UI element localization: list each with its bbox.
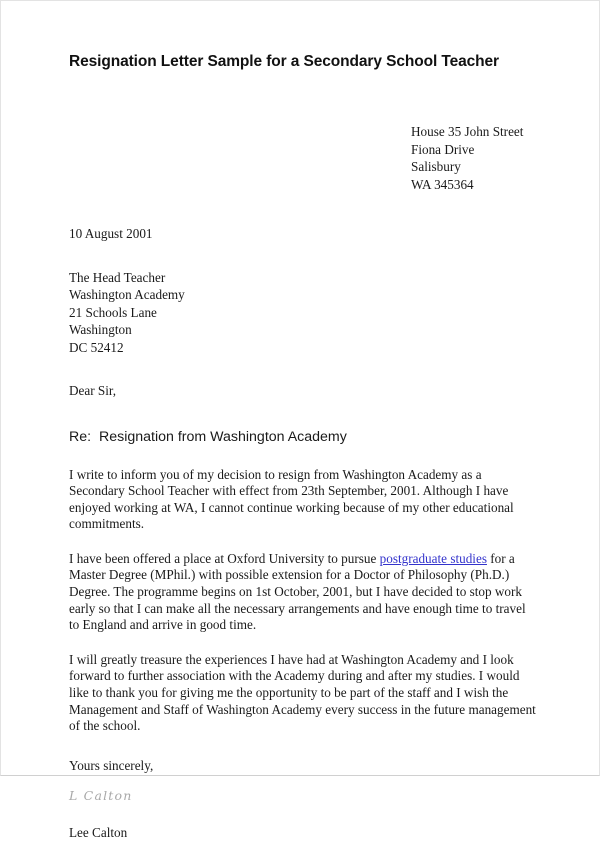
letter-body [69, 467, 541, 735]
sender-address-line: Salisbury [411, 159, 461, 174]
subject-line: Re: Resignation from Washington Academy [69, 428, 347, 445]
body-paragraph-3: I will greatly treasure the experiences I have had at Washington Academy and I look forward to further association with the Academy during and after my studies. I would like to thank you for giving me the opportunity to be part of the staff and I wish the Management and Staff of Washington Academy every success in the future management of the school. [69, 651, 536, 734]
paragraph-2-text-after-link: for a Master Degree (MPhil.) with possible extension for a Doctor of Philosophy (Ph.D.) Degree. The programme begins on 1st October, 2001, but I have decided to stop work early so that I can make all the necessary arrangements and have enough time to travel to England and arrive in good time. [69, 550, 526, 633]
recipient-address-block [69, 269, 541, 357]
handwritten-signature: L Calton [69, 788, 133, 804]
recipient-address-line: Washington [69, 322, 132, 337]
sender-address-line: House 35 John Street [411, 124, 524, 139]
sender-address-line: WA 345364 [411, 176, 474, 192]
letter-content [1, 1, 599, 842]
paragraph-2-text-before-link: I have been offered a place at Oxford University to pursue [69, 550, 380, 566]
closing-salutation: Yours sincerely, [69, 757, 154, 773]
sender-address-block [69, 123, 541, 193]
letter-date: 10 August 2001 [69, 226, 153, 241]
signer-name: Lee Calton [69, 825, 128, 841]
body-paragraph-1: I write to inform you of my decision to resign from Washington Academy as a Secondary School Teacher with effect from 23th September, 2001. Although I have enjoyed working at WA, I cannot continue working because of my other educational commitments. [69, 466, 514, 532]
recipient-address-line: Washington Academy [69, 287, 185, 302]
sender-address-line: Fiona Drive [411, 141, 475, 157]
page-title: Resignation Letter Sample for a Secondary School Teacher [69, 53, 499, 70]
body-paragraph-2 [69, 551, 539, 634]
recipient-address-line: 21 Schools Lane [69, 304, 157, 320]
postgraduate-studies-link[interactable]: postgraduate studies [379, 550, 487, 566]
recipient-address-line: The Head Teacher [69, 269, 166, 285]
recipient-address-line: DC 52412 [69, 339, 124, 355]
salutation: Dear Sir, [69, 383, 117, 398]
